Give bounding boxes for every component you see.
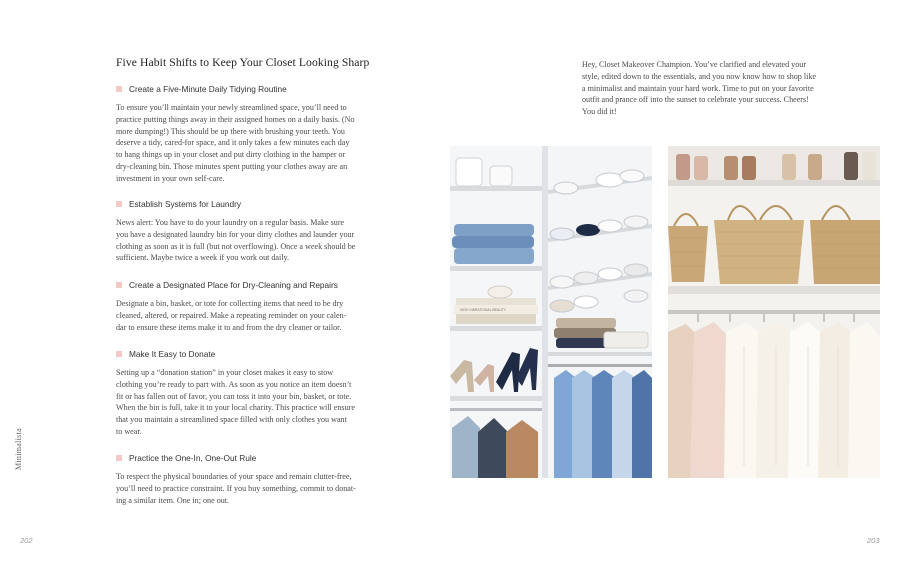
section-heading-text: Make It Easy to Donate bbox=[129, 349, 216, 359]
section-heading bbox=[116, 278, 382, 292]
page-number-right: 203 bbox=[867, 536, 880, 545]
closet-shelves-illustration bbox=[450, 146, 652, 478]
bullet-square-icon bbox=[116, 351, 122, 357]
section-body: Setting up a “donation station” in your closet makes it easy to stow clothing you’re ready to part with. As soon as you notice an item doesn’t fit or has fallen out of favor, you can toss it into your bin, basket, or tote. When the bin is full, take it to your local charity. This practice will ensure that you maintain a streamlined space filled with only clothes you want to wear. bbox=[116, 368, 355, 436]
closet-shelves-photo bbox=[450, 146, 652, 478]
bullet-square-icon bbox=[116, 455, 122, 461]
book-spine-text: HIGH VIBRATIONAL BEAUTY bbox=[460, 308, 506, 312]
page-title: Five Habit Shifts to Keep Your Closet Looking Sharp bbox=[116, 56, 370, 69]
section-heading-text: Create a Designated Place for Dry-Cleaning and Repairs bbox=[129, 280, 338, 290]
section-daily-tidying bbox=[116, 82, 382, 185]
section-heading-text: Establish Systems for Laundry bbox=[129, 199, 242, 209]
section-body: To respect the physical boundaries of your space and remain clutter-free, you’ll need to practice constraint. If you buy something, commit to donat- ing a similar item. One in; one out. bbox=[116, 472, 356, 505]
section-donate bbox=[116, 347, 382, 438]
bullet-square-icon bbox=[116, 201, 122, 207]
bullet-square-icon bbox=[116, 86, 122, 92]
section-laundry bbox=[116, 197, 382, 264]
bullet-square-icon bbox=[116, 282, 122, 288]
section-heading bbox=[116, 347, 382, 361]
closet-baskets-illustration bbox=[668, 146, 880, 478]
section-heading bbox=[116, 451, 382, 465]
running-side-label: Minimalista bbox=[14, 428, 23, 470]
closet-baskets-photo bbox=[668, 146, 880, 478]
page-number-left: 202 bbox=[20, 536, 33, 545]
section-heading bbox=[116, 82, 382, 96]
section-heading bbox=[116, 197, 382, 211]
intro-paragraph: Hey, Closet Makeover Champion. You’ve clarified and elevated your style, edited down to the essentials, and you now know how to shop like a minimalist and maintain your hard work. Time to put on your favorite outfit and prance off into the sunset to celebrate your success. Cheers! You did it! bbox=[582, 60, 817, 117]
section-dry-cleaning bbox=[116, 278, 382, 333]
section-heading-text: Practice the One-In, One-Out Rule bbox=[129, 453, 257, 463]
section-heading-text: Create a Five-Minute Daily Tidying Routine bbox=[129, 84, 287, 94]
section-body: News alert: You have to do your laundry on a regular basis. Make sure you have a designated laundry bin for your dirty clothes and launder your clothing as soon as it is full (but not overflowing). Once a week should be sufficient. Maybe twice a week if you work out daily. bbox=[116, 218, 356, 263]
section-body: To ensure you’ll maintain your newly streamlined space, you’ll need to practice putting things away in their assigned homes on a daily basis. (No more dumping!) This should be up there with brushing your teeth. You deserve a tidy, cared-for space, and it only takes a few minutes each day to hang things up in your closet and put dirty clothing in the hamper or dry-cleaning bin. Those minutes spent putting your clothes away are an investment in your own self-care. bbox=[116, 103, 355, 183]
section-body: Designate a bin, basket, or tote for collecting items that need to be dry cleaned, altered, or repaired. Make a repeating reminder on your calen- dar to ensure these items make it to and from the dry cleaner or tailor. bbox=[116, 299, 347, 332]
section-one-in-one-out bbox=[116, 451, 382, 506]
